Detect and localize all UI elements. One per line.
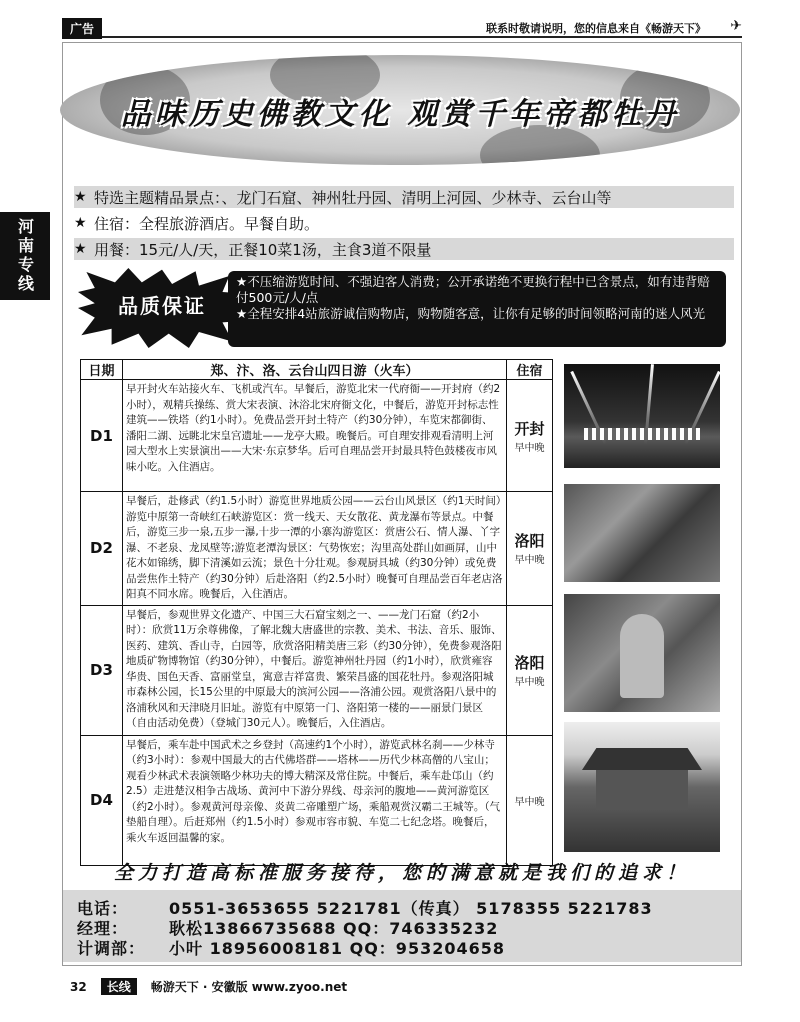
temple-roof	[582, 748, 702, 770]
yuntaishan-gorge-photo	[564, 484, 720, 582]
contact-key: 计调部：	[77, 939, 146, 958]
contact-line	[77, 916, 727, 936]
table-row	[81, 492, 553, 606]
stay-city: 开封	[514, 419, 545, 438]
slogan: 全力打造高标准服务接待，您的满意就是我们的追求！	[113, 862, 690, 884]
table-row	[81, 380, 553, 492]
page-number: 32	[70, 979, 87, 994]
stay-cell	[507, 492, 553, 606]
contact-line	[77, 896, 727, 916]
top-bar	[62, 18, 742, 38]
stay-meals: 早中晚	[514, 555, 545, 567]
source-note: 联系时敬请说明，您的信息来自《畅游天下》	[486, 22, 706, 35]
day-description: 早餐后，参观世界文化遗产、中国三大石窟宝刻之一、——龙门石窟（约2小时）：欣赏11万余尊佛像，了解北魏大唐盛世的宗教、美术、书法、音乐、服饰、医药、建筑、香山寺，白园等，欣赏洛阳精美唐三彩（约30分钟），免费参观洛阳地质矿物博物馆（约30分钟），中餐后。游览神州牡丹园（约1小时），欣赏雍容华贵、国色天香、富丽堂皇，寓意吉祥富贵、繁荣昌盛的国花牡丹。参观洛阳城市森林公园，长15公里的中原最大的滨河公园——洛浦公园。观赏洛阳八景中的洛浦秋风和天津晓月旧址。游览有中原第一门、洛阳第一楼的——丽景门景区（自由活动免费）（登城门30元人）。晚餐后，入住酒店。	[123, 605, 507, 735]
kaifeng-night-show-photo	[564, 364, 720, 468]
contact-value: 0551-3653655 5221781（传真） 5178355 5221783	[169, 899, 653, 918]
header-day: 日期	[81, 360, 123, 380]
contact-key: 经理：	[77, 919, 129, 938]
star-icon: ★	[74, 189, 87, 205]
plane-logo-icon: ✈	[730, 18, 742, 34]
buddha-statue	[620, 614, 664, 698]
header-stay: 住宿	[507, 360, 553, 380]
temple-hall	[596, 770, 688, 810]
section-chip: 长线	[101, 978, 137, 995]
stay-cell	[507, 380, 553, 492]
table-header-row	[81, 360, 553, 380]
feature-list	[74, 186, 734, 264]
ad-tag: 广告	[62, 18, 102, 39]
header-route: 郑、汴、洛、云台山四日游（火车）	[123, 360, 507, 380]
banner-title: 品味历史佛教文化 观赏千年帝都牡丹	[120, 97, 680, 132]
stay-meals: 早中晚	[514, 677, 545, 688]
feature-item	[74, 238, 734, 260]
day-description: 早开封火车站接火车、飞机或汽车。早餐后，游览北宋一代府衙——开封府（约2小时），观精兵操练、赏大宋表演、沐浴北宋府衙文化，中餐后，游览开封标志性建筑——铁塔（约1小时）。免费品尝开封土特产（约30分钟），车览宋都御街、潘阳二湖、远眺北宋皇宫遗址——龙亭大殿。晚餐后。可自理安排观看清明上河园大型水上实景演出——大宋·东京梦华。后可自理品尝开封最具特色鼓楼夜市风味小吃。入住酒店。	[123, 380, 507, 492]
day-label: D4	[81, 735, 123, 865]
page-footer	[70, 978, 347, 995]
day-description: 早餐后，赴修武（约1.5小时）游览世界地质公园——云台山风景区（约1天时间）游览中原第一奇峡红石峡游览区：赏一线天、天女散花、黄龙瀑布等景点。中餐后，游览三步一泉,五步一瀑,十步一潭的小寨沟游览区：赏唐公石、情人瀑、丫字瀑、不老泉、龙凤壁等;游览老潭沟景区：气势恢宏；沟里高处群山如画屏，山中花木如锦绣，脚下清溪如云流；景色十分壮观。参观厨具城（约30分钟）或免费品尝焦作土特产（约30分钟）后赴洛阳（约2.5小时）晚餐可自理品尝百年老店洛阳真不同水席。晚餐后，入住酒店。	[123, 492, 507, 606]
star-icon: ★	[74, 215, 87, 231]
contact-value: 耿松13866735688 QQ：746335232	[169, 919, 499, 938]
stay-cell	[507, 605, 553, 735]
table-row	[81, 605, 553, 735]
day-label: D3	[81, 605, 123, 735]
stage-lights	[584, 428, 700, 440]
day-description: 早餐后，乘车赴中国武术之乡登封（高速约1个小时），游览武林名刹——少林寺（约3小时）：参观中国最大的古代佛塔群——塔林——历代少林高僧的八宝山；观看少林武术表演领略少林功夫的博大精深及常住院。中餐后，乘车赴邙山（约2.5）走进楚汉相争古战场、黄河中下游分界线、母亲河的腹地——黄河游览区（约2小时）。参观黄河母亲像、炎黄二帝雕塑广场，乘船观赏汉霸二王城等。（气垫船自理）。后赶郑州（约1.5小时）参观市容市貌、车览二七纪念塔。晚餐后，乘火车返回温馨的家。	[123, 735, 507, 865]
contact-value: 小叶 18956008181 QQ：953204658	[169, 939, 506, 958]
day-label: D1	[81, 380, 123, 492]
feature-text: 特选主题精品景点：、龙门石窟、神州牡丹园、清明上河园、少林寺、云台山等	[94, 188, 612, 207]
feature-item	[74, 186, 734, 208]
contact-panel	[63, 890, 741, 962]
feature-item	[74, 212, 734, 234]
feature-text: 住宿：全程旅游酒店。早餐自助。	[94, 214, 320, 233]
quality-badge-label: 品质保证	[118, 294, 206, 318]
shaolin-temple-photo	[564, 722, 720, 852]
day-label: D2	[81, 492, 123, 606]
promise-point: ★不压缩游览时间、不强迫客人消费；公开承诺绝不更换行程中已含景点，如有违背赔付500元/人/点	[236, 274, 710, 305]
stay-meals: 早中晚	[514, 442, 545, 454]
feature-text: 用餐：15元/人/天，正餐10菜1汤，主食3道不限量	[94, 240, 432, 259]
contact-key: 电话：	[77, 899, 129, 918]
longmen-grottoes-photo	[564, 594, 720, 712]
banner	[60, 55, 740, 165]
stay-cell	[507, 735, 553, 865]
stay-city: 洛阳	[514, 654, 545, 672]
brand-line: 畅游天下 · 安徽版 www.zyoo.net	[150, 980, 348, 994]
star-icon: ★	[74, 241, 87, 257]
table-row	[81, 735, 553, 865]
promise-point: ★全程安排4站旅游诚信购物店，购物随客意，让你有足够的时间领略河南的迷人风光	[236, 306, 706, 321]
stay-city: 洛阳	[514, 532, 545, 551]
stay-meals: 早中晚	[514, 796, 545, 808]
quality-promise-box	[228, 271, 726, 347]
side-tab-henan: 河南专线	[0, 212, 50, 300]
itinerary-table	[80, 359, 553, 866]
contact-line	[77, 936, 727, 956]
